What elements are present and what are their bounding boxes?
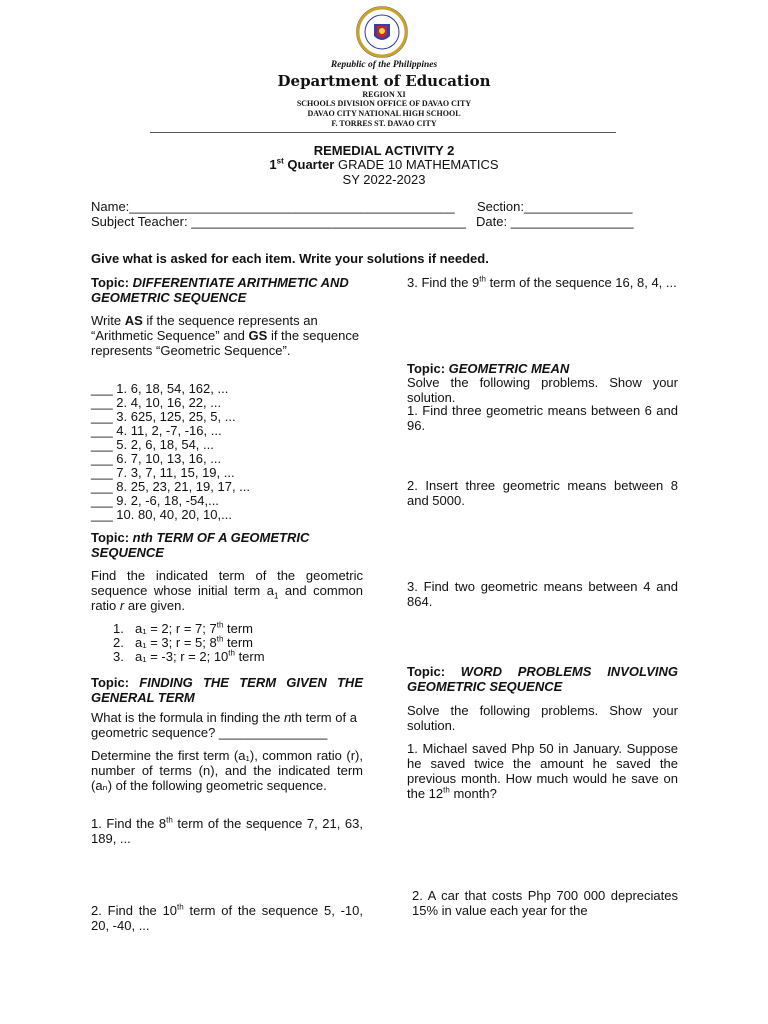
gm-question-2: 2. Insert three geometric means between 8 and 5000. bbox=[407, 478, 678, 508]
header-divider bbox=[150, 132, 616, 133]
list-item: ___ 8. 25, 23, 21, 19, 17, ... bbox=[91, 479, 251, 494]
list-item: ___ 3. 625, 125, 25, 5, ... bbox=[91, 409, 236, 424]
topic3-heading: Topic: FINDING THE TERM GIVEN THE GENERAL TERM bbox=[91, 675, 363, 705]
school-year: SY 2022-2023 bbox=[342, 172, 426, 187]
list-item: ___ 6. 7, 10, 13, 16, ... bbox=[91, 451, 222, 466]
topic1-instructions: Write AS if the sequence represents an “Arithmetic Sequence” and GS if the sequence represents “Geometric Sequence”. bbox=[91, 313, 360, 358]
term-list bbox=[113, 622, 265, 664]
list-item: 1. a₁ = 2; r = 7; 7th term bbox=[113, 620, 254, 636]
school-line: DAVAO CITY NATIONAL HIGH SCHOOL bbox=[307, 109, 461, 118]
section-field[interactable]: Section:_______________ bbox=[477, 199, 633, 214]
date-field[interactable]: Date: _________________ bbox=[476, 214, 634, 229]
topic2-instructions: Find the indicated term of the geometric sequence whose initial term $a_1$ and common ratio r are given. bbox=[91, 568, 363, 613]
sequence-list bbox=[91, 382, 250, 522]
region-line: REGION XI bbox=[362, 90, 406, 99]
list-item: ___ 1. 6, 18, 54, 162, ... bbox=[91, 381, 229, 396]
department-title: Department of Education bbox=[277, 72, 491, 90]
topic5-heading: Topic: WORD PROBLEMS INVOLVING GEOMETRIC SEQUENCE bbox=[407, 664, 678, 694]
question-3: 3. Find the 9th term of the sequence 16, 8, 4, ... bbox=[407, 274, 677, 290]
division-line: SCHOOLS DIVISION OFFICE OF DAVAO CITY bbox=[296, 99, 472, 108]
topic2-heading: Topic: nth TERM OF A GEOMETRIC SEQUENCE bbox=[91, 530, 310, 560]
name-field[interactable]: Name:_____________________________________________ bbox=[91, 199, 455, 214]
gm-question-3: 3. Find two geometric means between 4 and 864. bbox=[407, 579, 678, 609]
list-item: 2. a₁ = 3; r = 5; 8th term bbox=[113, 634, 254, 650]
topic1-heading: Topic: DIFFERENTIATE ARITHMETIC AND GEOMETRIC SEQUENCE bbox=[91, 275, 349, 305]
topic3-instructions: Determine the first term (a₁), common ratio (r), number of terms (n), and the indicated term (aₙ) of the following geometric sequence. bbox=[91, 748, 363, 793]
activity-title: REMEDIAL ACTIVITY 2 bbox=[313, 143, 455, 158]
deped-seal-logo bbox=[356, 6, 408, 58]
word-problem-1: 1. Michael saved Php 50 in January. Suppose he saved twice the amount he saved the previous month. How much would he save on the 12th month? bbox=[407, 741, 678, 801]
topic5-instructions: Solve the following problems. Show your solution. bbox=[407, 703, 678, 733]
formula-question: What is the formula in finding the nth term of a geometric sequence? _______________ bbox=[91, 710, 357, 740]
republic-line: Republic of the Philippines bbox=[330, 60, 438, 70]
topic4-heading: Topic: GEOMETRIC MEAN bbox=[407, 361, 570, 376]
question-1: 1. Find the 8th term of the sequence 7, 21, 63, 189, ... bbox=[91, 815, 363, 846]
list-item: 3. a₁ = -3; r = 2; 10th term bbox=[113, 648, 265, 664]
list-item: ___ 5. 2, 6, 18, 54, ... bbox=[91, 437, 214, 452]
instructions: Give what is asked for each item. Write your solutions if needed. bbox=[91, 251, 489, 266]
list-item: ___ 4. 11, 2, -7, -16, ... bbox=[91, 423, 222, 438]
teacher-field[interactable]: Subject Teacher: ______________________________________ bbox=[91, 214, 466, 229]
list-item: ___ 2. 4, 10, 16, 22, ... bbox=[91, 395, 222, 410]
list-item: ___ 9. 2, -6, 18, -54,... bbox=[91, 493, 219, 508]
question-2: 2. Find the 10th term of the sequence 5, -10, 20, -40, ... bbox=[91, 902, 363, 933]
word-problem-2: 2. A car that costs Php 700 000 depreciates 15% in value each year for the bbox=[412, 888, 678, 918]
topic4-instructions: Solve the following problems. Show your solution. bbox=[407, 375, 678, 405]
gm-question-1: 1. Find three geometric means between 6 and 96. bbox=[407, 403, 678, 433]
quarter-line: 1st Quarter GRADE 10 MATHEMATICS bbox=[269, 156, 499, 172]
list-item: ___ 7. 3, 7, 11, 15, 19, ... bbox=[91, 465, 235, 480]
list-item: ___ 10. 80, 40, 20, 10,... bbox=[91, 507, 232, 522]
address-line: F. TORRES ST. DAVAO CITY bbox=[331, 119, 437, 128]
